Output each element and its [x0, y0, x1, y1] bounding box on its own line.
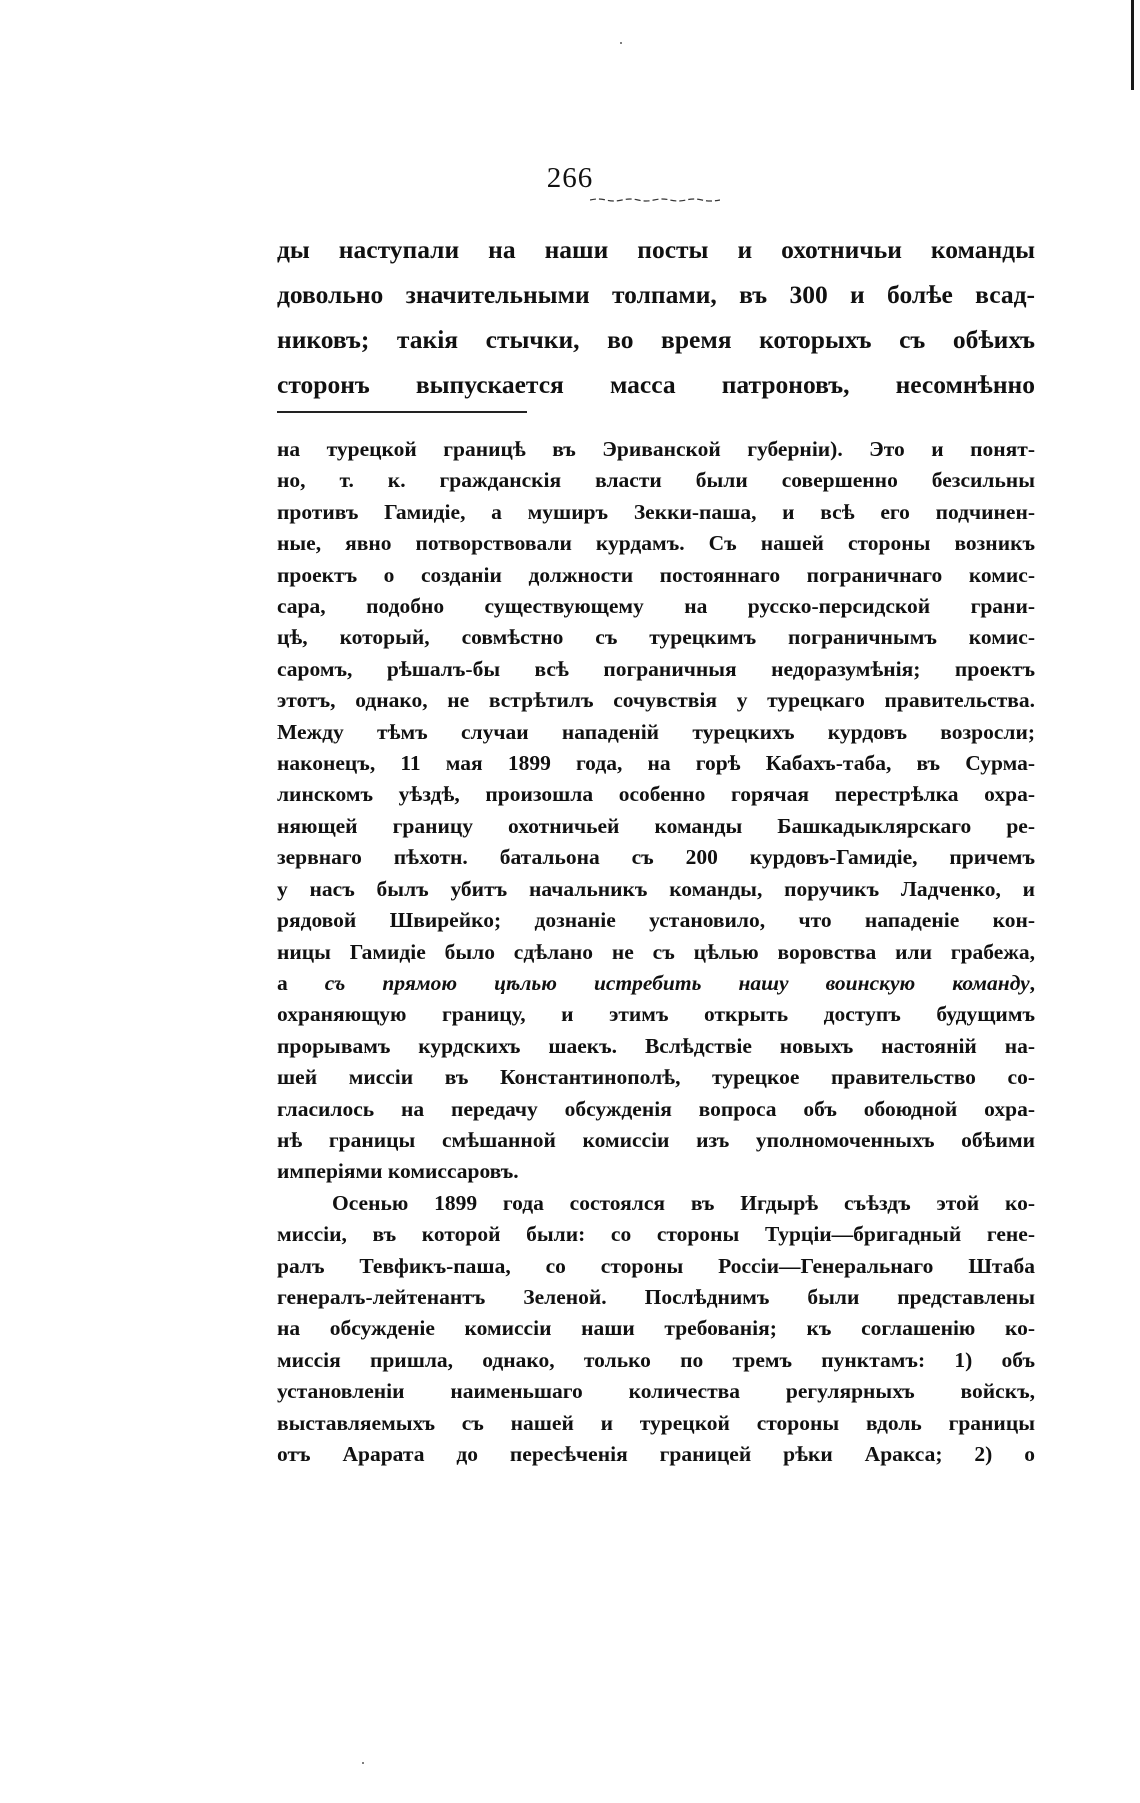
footnote-line: сара, подобно существующему на русско-персидской грани- — [277, 594, 1035, 619]
footnote-line: Между тѣмъ случаи нападеній турецкихъ курдовъ возросли; — [277, 719, 1035, 744]
footnote-line: наконецъ, 11 мая 1899 года, на горѣ Кабахъ-таба, въ Сурма- — [277, 751, 1035, 776]
footnote-paragraph2-line: миссіи, въ которой были: со стороны Турціи—бригадный гене- — [277, 1222, 1035, 1247]
main-text — [277, 227, 1035, 407]
footnote-line: но, т. к. гражданскія власти были совершенно безсильны — [277, 468, 1035, 493]
footnote-paragraph2-line: установленіи наименьшаго количества регулярныхъ войскъ, — [277, 1379, 1035, 1404]
footnote — [277, 434, 1035, 1470]
footnote-paragraph2-line: миссія пришла, однако, только по тремъ пунктамъ: 1) объ — [277, 1347, 1035, 1372]
page-number: 266 — [546, 162, 594, 194]
footnote-line: ные, явно потворствовали курдамъ. Съ нашей стороны возникъ — [277, 531, 1035, 556]
footnote-line: няющей границу охотничьей команды Башкадыклярскаго ре- — [277, 813, 1035, 838]
footnote-line: рядовой Швирейко; дознаніе установило, что нападеніе кон- — [277, 908, 1035, 933]
footnote-line: зервнаго пѣхотн. батальона съ 200 курдовъ-Гамидіе, причемъ — [277, 845, 1035, 870]
footnote-line: шей миссіи въ Константинополѣ, турецкое правительство со- — [277, 1065, 1035, 1090]
scan-speck — [362, 1762, 364, 1764]
footnote-line: противъ Гамидіе, а муширъ Зекки-паша, и всѣ его подчинен- — [277, 499, 1035, 524]
footnote-line: ницы Гамидіе было сдѣлано не съ цѣлью воровства или грабежа, — [277, 939, 1035, 964]
footnote-paragraph2-line: генералъ-лейтенантъ Зеленой. Послѣднимъ были представлены — [277, 1284, 1035, 1309]
footnote-line: нѣ границы смѣшанной комиссіи изъ уполномоченныхъ обѣими — [277, 1127, 1035, 1152]
footnote-line: цѣ, который, совмѣстно съ турецкимъ пограничнымъ комис- — [277, 625, 1035, 650]
footnote-line: имперіями комиссаровъ. — [277, 1159, 519, 1184]
footnote-line: проектъ о созданіи должности постояннаго пограничнаго комис- — [277, 562, 1035, 587]
italic-phrase: съ прямою цѣлью истребить нашу воинскую команду — [324, 970, 1030, 995]
footnote-separator — [277, 411, 527, 413]
footnote-line: гласилось на передачу обсужденія вопроса объ обоюдной охра- — [277, 1096, 1035, 1121]
text-line: сторонъ выпускается масса патроновъ, несомнѣнно — [277, 370, 1035, 399]
page-number-ornament — [590, 198, 720, 202]
footnote-line: саромъ, рѣшалъ-бы всѣ пограничныя недоразумѣнія; проектъ — [277, 656, 1035, 681]
text-line: никовъ; такія стычки, во время которыхъ съ обѣихъ — [277, 325, 1035, 354]
footnote-paragraph2-line: ралъ Тевфикъ-паша, со стороны Россіи—Генеральнаго Штаба — [277, 1253, 1035, 1278]
italic-trailing: , — [1029, 970, 1036, 995]
footnote-line: охраняющую границу, и этимъ открыть доступъ будущимъ — [277, 1002, 1035, 1027]
footnote-line: на турецкой границѣ въ Эриванской губерніи). Это и понят- — [277, 437, 1035, 461]
footnote-line: линскомъ уѣздѣ, произошла особенно горячая перестрѣлка охра- — [277, 782, 1035, 807]
footnote-line: прорывамъ курдскихъ шаекъ. Вслѣдствіе новыхъ настояній на- — [277, 1033, 1035, 1058]
footnote-paragraph2-line: выставляемыхъ съ нашей и турецкой стороны вдоль границы — [277, 1410, 1035, 1435]
footnote-line: у насъ былъ убитъ начальникъ команды, поручикъ Ладченко, и — [277, 876, 1035, 901]
scan-edge-mark — [1131, 0, 1134, 90]
footnote-paragraph2-line: отъ Арарата до пересѣченія границей рѣки Аракса; 2) о — [277, 1442, 1035, 1466]
line-start: а — [277, 970, 325, 995]
text-line: ды наступали на наши посты и охотничьи команды — [277, 235, 1035, 264]
scan-speck — [620, 42, 622, 44]
footnote-paragraph2-line: Осенью 1899 года состоялся въ Игдырѣ съѣздъ этой ко- — [332, 1190, 1035, 1215]
footnote-paragraph2-line: на обсужденіе комиссіи наши требованія; къ соглашенію ко- — [277, 1316, 1035, 1341]
footnote-line-italic — [277, 968, 1035, 999]
text-line: довольно значительными толпами, въ 300 и болѣе всад- — [277, 280, 1035, 309]
footnote-line: этотъ, однако, не встрѣтилъ сочувствія у турецкаго правительства. — [277, 688, 1035, 713]
